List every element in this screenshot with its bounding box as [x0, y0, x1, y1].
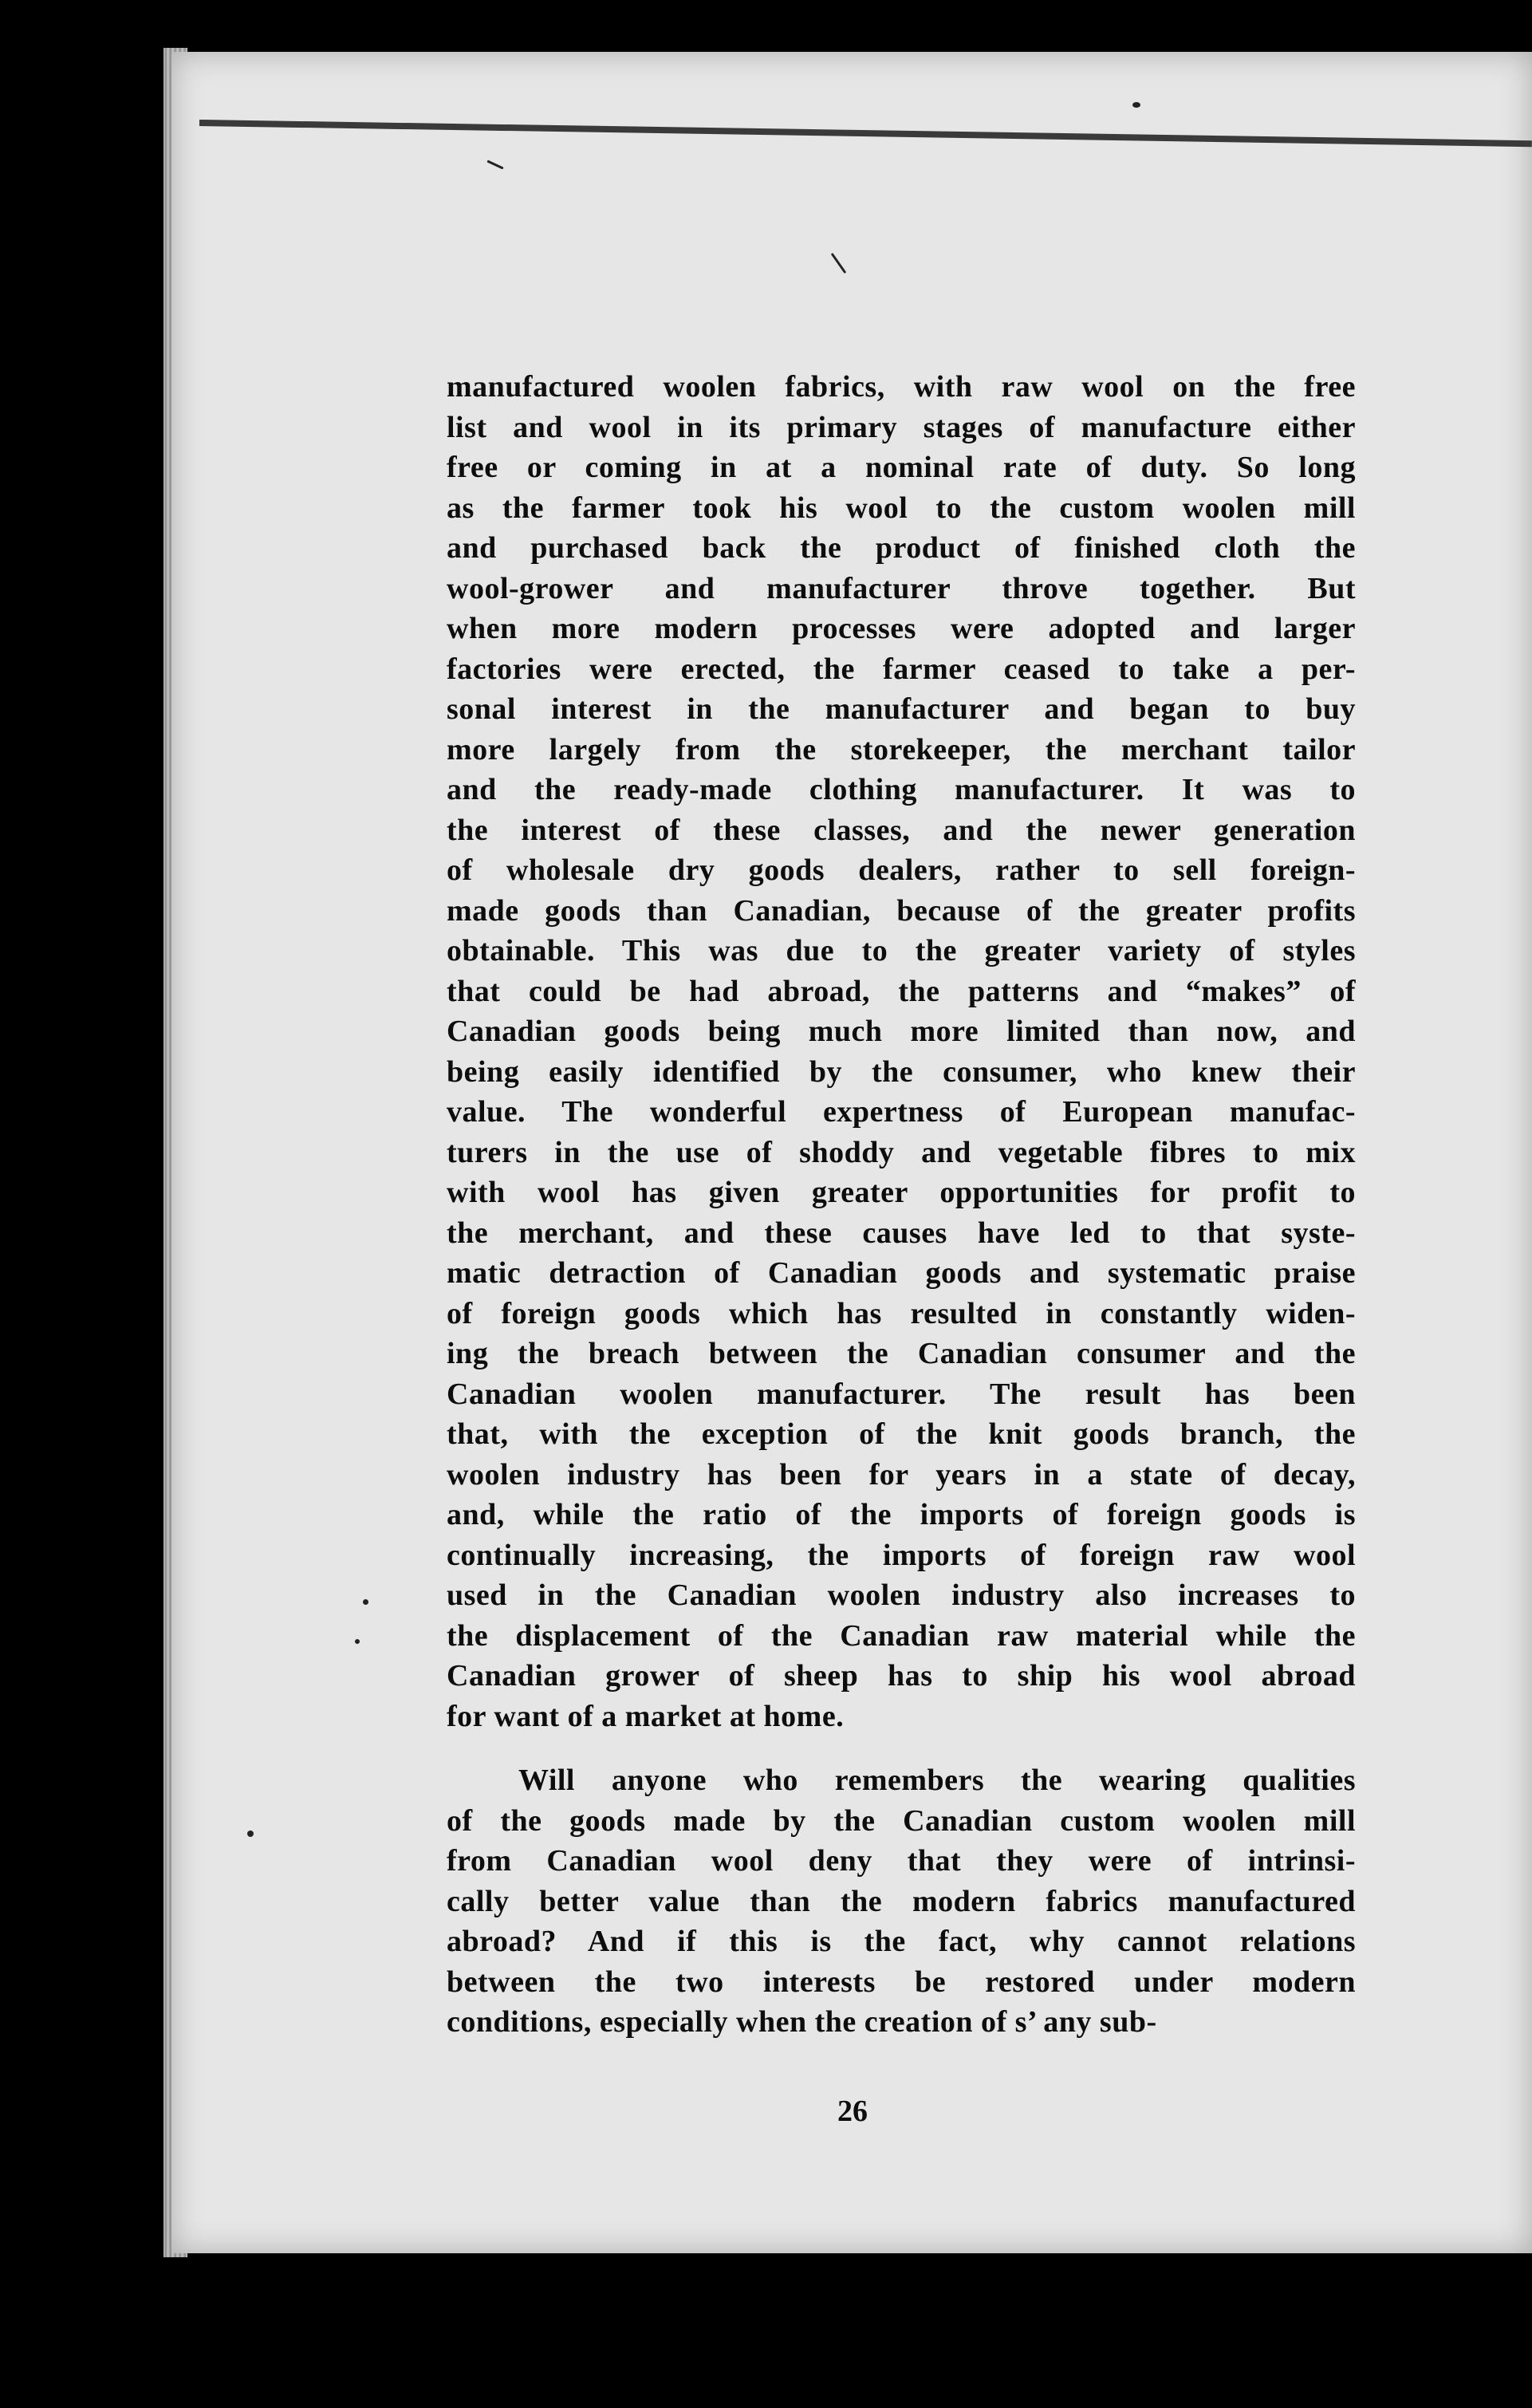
text-line: the displacement of the Canadian raw material while the	[447, 1618, 1356, 1653]
text-line: that, with the exception of the knit goods branch, the	[447, 1417, 1356, 1451]
text-line: from Canadian wool deny that they were of intrinsi-	[447, 1844, 1356, 1878]
text-line: conditions, especially when the creation of s’ any sub-	[447, 2005, 1157, 2039]
text-line: made goods than Canadian, because of the greater profits	[447, 893, 1356, 928]
text-line: that could be had abroad, the patterns and “makes” of	[447, 974, 1356, 1008]
text-line: continually increasing, the imports of foreign raw wool	[447, 1538, 1356, 1572]
text-line: when more modern processes were adopted and larger	[447, 612, 1356, 645]
text-line: being easily identified by the consumer, who knew their	[447, 1054, 1356, 1089]
text-line: turers in the use of shoddy and vegetable fibres to mix	[447, 1135, 1356, 1169]
text-line: sonal interest in the manufacturer and began to buy	[447, 692, 1356, 726]
scan-speck	[355, 1639, 360, 1644]
page-number: 26	[837, 2095, 868, 2128]
text-line: matic detraction of Canadian goods and systematic praise	[447, 1256, 1356, 1290]
text-line: Canadian goods being much more limited than now, and	[447, 1015, 1356, 1048]
text-line: used in the Canadian woolen industry also increases to	[447, 1578, 1356, 1612]
text-line: factories were erected, the farmer ceased to take a per-	[447, 652, 1356, 686]
text-line: the interest of these classes, and the newer generation	[447, 813, 1356, 847]
text-line: of the goods made by the Canadian custom woolen mill	[447, 1803, 1356, 1838]
text-line: of foreign goods which has resulted in constantly widen-	[447, 1296, 1356, 1330]
text-line: the merchant, and these causes have led to that syste-	[447, 1216, 1356, 1250]
text-line: more largely from the storekeeper, the merchant tailor	[447, 732, 1356, 767]
page-body-text	[447, 367, 1356, 2043]
scan-speck	[363, 1599, 368, 1605]
text-line: as the farmer took his wool to the custom woolen mill	[447, 491, 1356, 525]
text-line: value. The wonderful expertness of European manufac-	[447, 1095, 1356, 1129]
text-line: abroad? And if this is the fact, why cannot relations	[447, 1925, 1356, 1958]
text-line: free or coming in at a nominal rate of duty. So long	[447, 451, 1356, 484]
text-line: obtainable. This was due to the greater variety of styles	[447, 934, 1356, 968]
paragraph-1	[447, 367, 1356, 1736]
text-line: of wholesale dry goods dealers, rather to sell foreign-	[447, 853, 1356, 887]
text-line: for want of a market at home.	[447, 1699, 845, 1733]
text-line: Canadian grower of sheep has to ship his wool abroad	[447, 1659, 1356, 1693]
text-line: list and wool in its primary stages of manufacture either	[447, 410, 1356, 444]
paragraph-2	[447, 1760, 1356, 2043]
text-line: between the two interests be restored under modern	[447, 1965, 1356, 1999]
scan-speck	[247, 1831, 254, 1837]
text-line: ing the breach between the Canadian consumer and the	[447, 1337, 1356, 1370]
text-line: manufactured woolen fabrics, with raw wool on the free	[447, 370, 1356, 404]
text-line: cally better value than the modern fabrics manufactured	[447, 1884, 1356, 1918]
text-line: Will anyone who remembers the wearing qualities	[518, 1764, 1356, 1797]
text-line: Canadian woolen manufacturer. The result has been	[447, 1377, 1356, 1411]
text-line: and purchased back the product of finished cloth the	[447, 531, 1356, 565]
text-line: with wool has given greater opportunities for profit to	[447, 1176, 1356, 1209]
text-line: woolen industry has been for years in a state of decay,	[447, 1457, 1356, 1492]
text-line: wool-grower and manufacturer throve together. But	[447, 571, 1356, 605]
scan-speck	[1132, 102, 1140, 108]
text-line: and, while the ratio of the imports of foreign goods is	[447, 1498, 1356, 1531]
text-line: and the ready-made clothing manufacturer. It was to	[447, 773, 1356, 806]
